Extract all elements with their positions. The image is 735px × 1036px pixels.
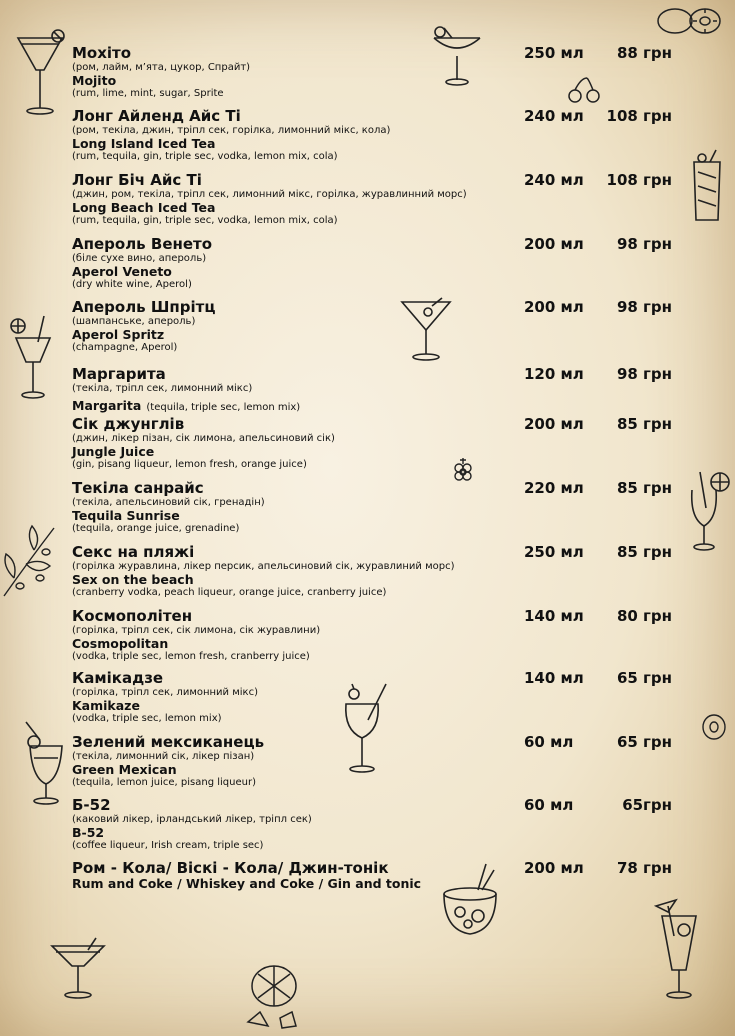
item-volume: 200 мл xyxy=(524,235,584,253)
cocktail-glass-icon xyxy=(14,28,66,118)
item-ingredients-ua: (текіла, тріпл сек, лимонний мікс) xyxy=(72,383,253,394)
item-title: Апероль Шпрітц xyxy=(72,298,216,316)
item-volume: 60 мл xyxy=(524,796,574,814)
item-volume: 140 мл xyxy=(524,607,584,625)
item-title: Ром - Кола/ Віскі - Кола/ Джин-тонік xyxy=(72,859,389,877)
item-ingredients-ua: (ром, текіла, джин, тріпл сек, горілка, лимонний мікс, кола) xyxy=(72,125,391,136)
item-ingredients-ua: (горілка журавлина, лікер персик, апельсиновий сік, журавлиний морс) xyxy=(72,561,455,572)
item-ingredients-en: (dry white wine, Aperol) xyxy=(72,279,192,290)
item-title: Сік джунглів xyxy=(72,415,185,433)
item-price: 108 грн xyxy=(606,171,672,189)
item-ingredients-ua: (текіла, апельсиновий сік, гренадін) xyxy=(72,497,265,508)
item-name-en: Mojito xyxy=(72,73,117,88)
item-name-en: Sex on the beach xyxy=(72,572,194,587)
item-price: 108 грн xyxy=(606,107,672,125)
cherries-icon xyxy=(565,76,605,104)
item-title: Б-52 xyxy=(72,796,111,814)
item-title: Зелений мексиканець xyxy=(72,733,265,751)
item-name-en: Kamikaze xyxy=(72,698,140,713)
coffee-branch-icon xyxy=(0,522,58,600)
item-name-en: Green Mexican xyxy=(72,762,177,777)
menu-item-mixed-drinks xyxy=(72,860,672,891)
pineapple-icon xyxy=(240,960,308,1032)
straw-glass-icon xyxy=(340,680,390,776)
item-price: 80 грн xyxy=(616,607,672,625)
item-ingredients-en: (champagne, Aperol) xyxy=(72,342,178,353)
item-ingredients-en: (coffee liqueur, Irish cream, triple sec) xyxy=(72,840,264,851)
item-name-en: Aperol Spritz xyxy=(72,327,165,342)
item-volume: 140 мл xyxy=(524,669,584,687)
item-price: 85 грн xyxy=(616,543,672,561)
item-ingredients-ua: (каковий лікер, ірландський лікер, тріпл сек) xyxy=(72,814,312,825)
item-ingredients-ua: (горілка, тріпл сек, сік лимона, сік журавлини) xyxy=(72,625,321,636)
item-price: 65грн xyxy=(622,796,672,814)
item-ingredients-ua: (текіла, лимонний сік, лікер пізан) xyxy=(72,751,255,762)
item-ingredients-en: (rum, lime, mint, sugar, Sprite xyxy=(72,88,224,99)
item-ingredients-ua: (шампанське, апероль) xyxy=(72,316,196,327)
item-price: 98 грн xyxy=(616,365,672,383)
menu-item-jungle-juice xyxy=(72,416,672,471)
menu-item-long-beach xyxy=(72,172,672,227)
menu-item-cosmopolitan xyxy=(72,608,672,663)
item-ingredients-en: (rum, tequila, gin, triple sec, vodka, lemon mix, cola) xyxy=(72,215,338,226)
item-title: Космополітен xyxy=(72,607,193,625)
martini-glass-icon xyxy=(430,24,484,88)
item-ingredients-ua: (джин, лікер пізан, сік лимона, апельсиновий сік) xyxy=(72,433,335,444)
item-ingredients-en: (tequila, orange juice, grenadine) xyxy=(72,523,240,534)
martini-glass-icon xyxy=(398,296,454,362)
item-ingredients-en: (vodka, triple sec, lemon fresh, cranberry juice) xyxy=(72,651,310,662)
item-title: Апероль Венето xyxy=(72,235,213,253)
item-name-en: Long Island Iced Tea xyxy=(72,136,216,151)
item-volume: 200 мл xyxy=(524,298,584,316)
menu-item-aperol-spritz xyxy=(72,299,672,354)
item-volume: 120 мл xyxy=(524,365,584,383)
item-price: 98 грн xyxy=(616,235,672,253)
item-ingredients-en: (gin, pisang liqueur, lemon fresh, orange juice) xyxy=(72,459,307,470)
item-price: 65 грн xyxy=(616,733,672,751)
blackberry-icon xyxy=(450,456,476,484)
item-title: Мохіто xyxy=(72,44,132,62)
menu-item-margarita xyxy=(72,366,672,414)
lemon-cocktail-icon xyxy=(8,312,56,402)
item-name-en: Long Beach Iced Tea xyxy=(72,200,216,215)
iced-tea-glass-icon xyxy=(688,148,726,224)
tall-cocktail-icon xyxy=(654,896,704,1000)
item-price: 85 грн xyxy=(616,415,672,433)
item-ingredients-en: (vodka, triple sec, lemon mix) xyxy=(72,713,222,724)
punch-bowl-icon xyxy=(438,862,504,942)
item-ingredients-ua: (джин, ром, текіла, тріпл сек, лимонний мікс, горілка, журавлинний морс) xyxy=(72,189,467,200)
menu-item-sex-on-the-beach xyxy=(72,544,672,599)
item-title: Маргарита xyxy=(72,365,166,383)
item-ingredients-en: (rum, tequila, gin, triple sec, vodka, lemon mix, cola) xyxy=(72,151,338,162)
item-price: 98 грн xyxy=(616,298,672,316)
item-volume: 250 мл xyxy=(524,44,584,62)
item-name-en: Tequila Sunrise xyxy=(72,508,180,523)
item-price: 65 грн xyxy=(616,669,672,687)
item-volume: 220 мл xyxy=(524,479,584,497)
cocktail-glass-icon xyxy=(48,936,108,1002)
kiwi-icon xyxy=(655,4,725,40)
item-ingredients-en: (tequila, triple sec, lemon mix) xyxy=(146,402,301,413)
item-title: Лонг Біч Айс Ті xyxy=(72,171,202,189)
item-name-en: Rum and Coke / Whiskey and Coke / Gin and tonic xyxy=(72,876,422,891)
menu-item-b52 xyxy=(72,797,672,852)
lemon-cocktail-icon xyxy=(686,468,732,552)
item-ingredients-ua: (біле сухе вино, апероль) xyxy=(72,253,207,264)
item-ingredients-en: (tequila, lemon juice, pisang liqueur) xyxy=(72,777,256,788)
item-price: 88 грн xyxy=(616,44,672,62)
item-title: Лонг Айленд Айс Ті xyxy=(72,107,241,125)
lemon-cocktail-icon xyxy=(22,718,72,808)
item-ingredients-en: (cranberry vodka, peach liqueur, orange juice, cranberry juice) xyxy=(72,587,387,598)
item-price: 85 грн xyxy=(616,479,672,497)
item-volume: 250 мл xyxy=(524,543,584,561)
item-name-en: Aperol Veneto xyxy=(72,264,172,279)
item-title: Камікадзе xyxy=(72,669,164,687)
item-volume: 240 мл xyxy=(524,107,584,125)
kiwi-icon xyxy=(700,712,728,742)
item-price: 78 грн xyxy=(616,859,672,877)
item-volume: 60 мл xyxy=(524,733,574,751)
item-volume: 200 мл xyxy=(524,859,584,877)
item-name-en: Jungle Juice xyxy=(72,444,155,459)
menu-item-aperol-veneto xyxy=(72,236,672,291)
item-title: Секс на пляжі xyxy=(72,543,195,561)
item-name-en: Cosmopolitan xyxy=(72,636,169,651)
item-volume: 200 мл xyxy=(524,415,584,433)
item-name-en: Margarita xyxy=(72,398,142,413)
item-title: Текіла санрайс xyxy=(72,479,204,497)
item-volume: 240 мл xyxy=(524,171,584,189)
menu-item-tequila-sunrise xyxy=(72,480,672,535)
item-ingredients-ua: (горілка, тріпл сек, лимонний мікс) xyxy=(72,687,258,698)
menu-item-long-island xyxy=(72,108,672,163)
item-ingredients-ua: (ром, лайм, м’ята, цукор, Спрайт) xyxy=(72,62,251,73)
item-name-en: B-52 xyxy=(72,825,105,840)
